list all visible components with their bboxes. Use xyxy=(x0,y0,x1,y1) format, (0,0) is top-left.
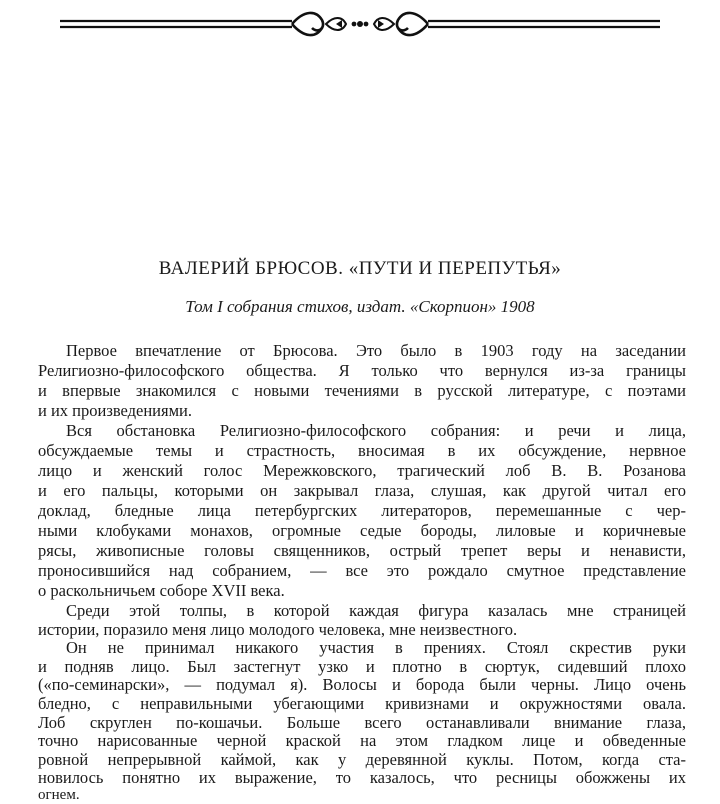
text-line: обсуждаемые темы и страстность, вносимая в их обсуждение, нервное xyxy=(38,441,686,460)
text-line: Религиозно-философского общества. Я только что вернулся из-за границы xyxy=(38,361,686,380)
text-line: бледно, с неправильными убегающими кривизнами и окружностями овала. xyxy=(38,694,686,713)
text-line: лицо и женский голос Мережковского, трагический лоб В. В. Розанова xyxy=(38,461,686,480)
text-line: и подняв лицо. Был застегнут узко и плотно в сюртук, сидевший плохо xyxy=(38,656,686,676)
text-line: Лоб скруглен по-кошачьи. Больше всего останавливали внимание глаза, xyxy=(38,712,686,732)
text-line: Вся обстановка Религиозно-философского собрания: и речи и лица, xyxy=(66,421,686,440)
text-line: истории, поразило меня лицо молодого человека, мне неизвестного. xyxy=(38,619,518,639)
text-line: новилось понятно их выражение, то казалось, что ресницы обожжены их xyxy=(38,768,686,788)
text-line: Среди этой толпы, в которой каждая фигура казалась мне страницей xyxy=(66,601,686,620)
text-line: ровной непрерывной каймой, как у деревянной куклы. Потом, когда ста- xyxy=(38,749,686,769)
text-line: огнем. xyxy=(38,787,80,803)
article-title: ВАЛЕРИЙ БРЮСОВ. «ПУТИ И ПЕРЕПУТЬЯ» xyxy=(158,258,562,279)
text-line: рясы, живописные головы священников, острый трепет веры и ненависти, xyxy=(38,541,686,560)
text-line: и его пальцы, которыми он закрывал глаза, слушая, как другой читал его xyxy=(38,481,686,500)
text-line: Первое впечатление от Брюсова. Это было в 1903 году на заседании xyxy=(66,341,686,360)
text-line: точно нарисованные черной краской на этом гладком лице и обведенные xyxy=(38,731,686,751)
text-line: доклад, бледные лица петербургских литераторов, перемешанные с чер- xyxy=(38,501,686,520)
article-subtitle: Том I собрания стихов, издат. «Скорпион» 1908 xyxy=(185,297,535,316)
text-line: («по-семинарски», — подумал я). Волосы и борода были черны. Лицо очень xyxy=(38,675,686,695)
decorative-rule-ornament-icon xyxy=(60,6,660,44)
text-line: о раскольничьем соборе XVII века. xyxy=(38,581,285,600)
text-line: проносившийся над собранием, — все это рождало смутное представление xyxy=(38,561,686,580)
text-line: ными клобуками монахов, огромные седые бороды, лиловые и коричневые xyxy=(38,521,686,540)
text-line: Он не принимал никакого участия в прениях. Стоял скрестив руки xyxy=(66,638,686,658)
text-line: и их произведениями. xyxy=(38,401,193,420)
text-line: и впервые знакомился с новыми течениями в русской литературе, с поэтами xyxy=(38,381,686,400)
